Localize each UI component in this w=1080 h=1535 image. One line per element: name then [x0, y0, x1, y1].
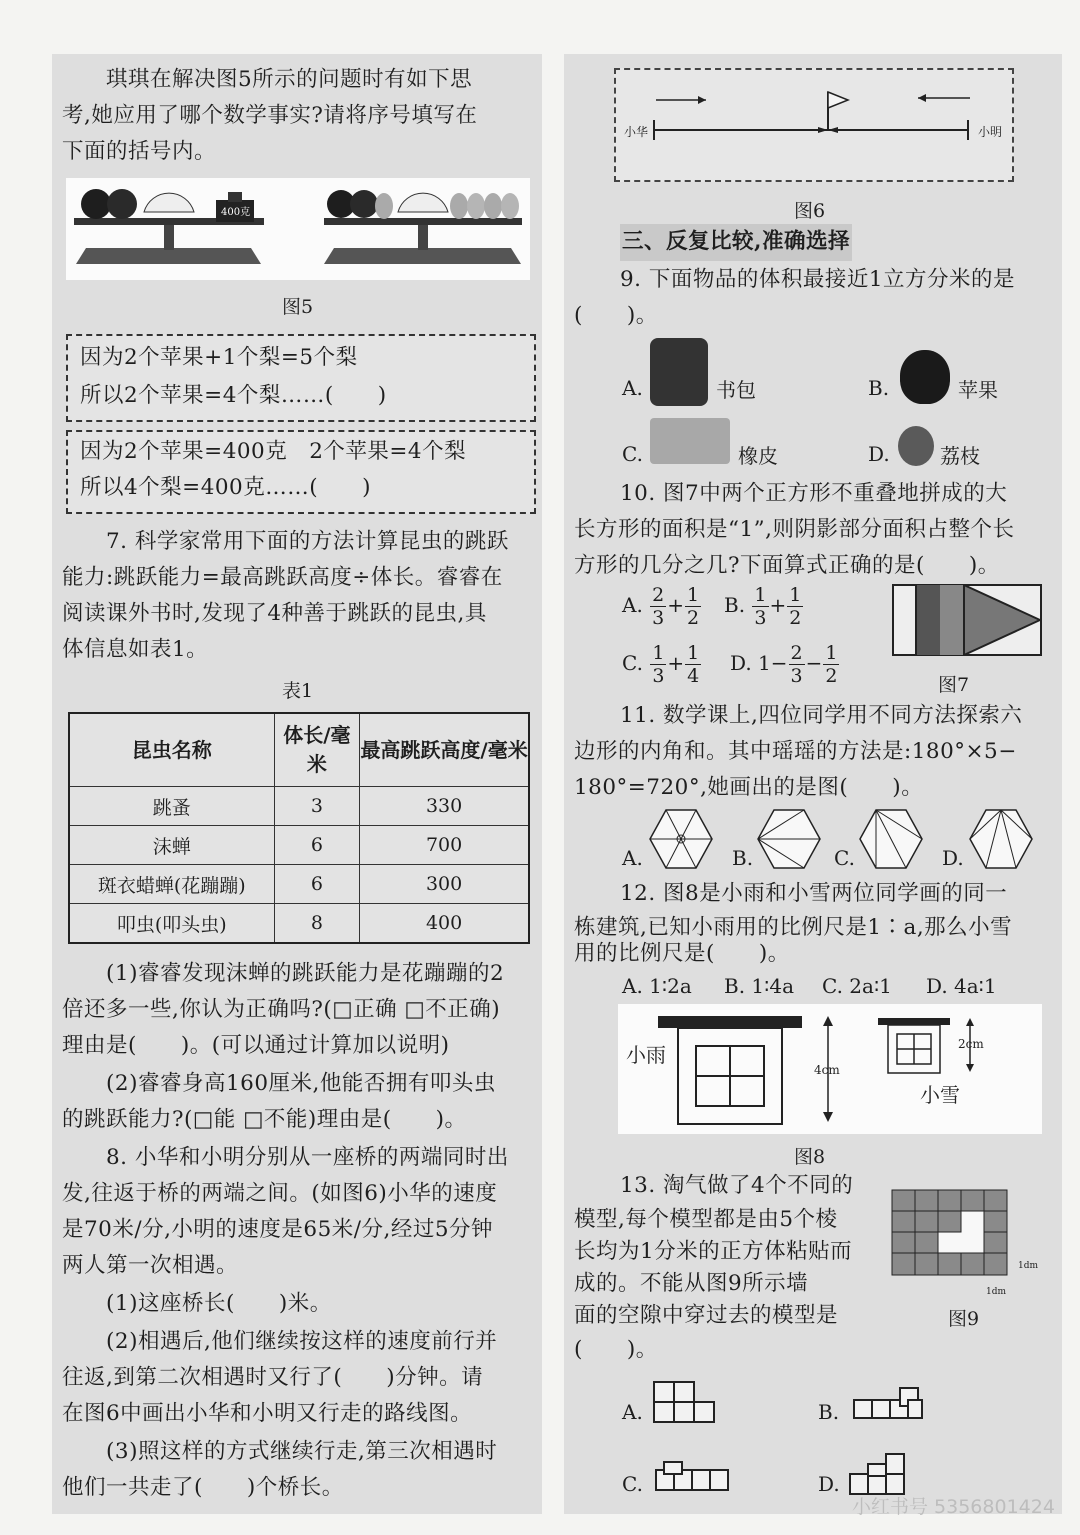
- box1-line-2: 所以2个苹果=4个梨……( ): [80, 383, 387, 408]
- q8-line-10: 他们一共走了( )个桥长。: [62, 1475, 344, 1500]
- figure-8-caption: 图8: [794, 1146, 826, 1168]
- box2-line-2: 所以4个梨=400克……( ): [80, 475, 372, 500]
- lychee-icon: [898, 426, 934, 466]
- cube-model-b-icon: [848, 1382, 928, 1426]
- figure-9-wall: [888, 1188, 1042, 1300]
- figure-5-caption: 图5: [282, 296, 314, 318]
- q11-line-1: 11. 数学课上,四位同学用不同方法探索六: [620, 703, 1023, 728]
- q12-option-a[interactable]: A. 1∶2a: [622, 974, 692, 998]
- section-title: 三、反复比较,准确选择: [620, 224, 852, 261]
- header-length: 体长/毫米: [274, 713, 360, 787]
- right-dim-label: 2cm: [958, 1037, 984, 1051]
- insect-table: [68, 712, 530, 944]
- xiaohua-label: 小华: [624, 125, 649, 139]
- q9-option-b-letter[interactable]: B.: [868, 376, 890, 400]
- q10-option-d[interactable]: D. 1− $\frac{2}{3}$ − $\frac{1}{2}$: [730, 642, 838, 687]
- q9-option-a-label: 书包: [716, 378, 756, 402]
- q12-line-3: 用的比例尺是( )。: [574, 941, 790, 966]
- hexagon-b-icon: [756, 808, 822, 870]
- backpack-icon: [650, 338, 708, 406]
- q11-line-3: 180°=720°,她画出的是图( )。: [574, 775, 924, 800]
- q13-line-1: 13. 淘气做了4个不同的: [620, 1173, 854, 1198]
- q8-line-2: 发,往返于桥的两端之间。(如图6)小华的速度: [62, 1181, 498, 1206]
- q13-option-a-letter[interactable]: A.: [622, 1400, 643, 1424]
- q10-line-2: 长方形的面积是“1”,则阴影部分面积占整个长: [574, 517, 1015, 542]
- q13-line-2: 模型,每个模型都是由5个棱: [574, 1207, 838, 1232]
- table-1-title: 表1: [282, 680, 314, 702]
- q13-line-6: ( )。: [574, 1337, 658, 1362]
- q8-line-7: 往返,到第二次相遇时又行了( )分钟。请: [62, 1365, 484, 1390]
- q10-option-b[interactable]: B. $\frac{1}{3}$ + $\frac{1}{2}$: [724, 584, 802, 629]
- cube-model-c-icon: [652, 1456, 736, 1498]
- q11-option-b-letter[interactable]: B.: [732, 846, 754, 870]
- q9-line-2: ( )。: [574, 303, 658, 328]
- intro-line-2: 考,她应用了哪个数学事实?请将序号填写在: [62, 103, 478, 128]
- hexagon-a-icon: [648, 808, 714, 870]
- q9-option-c-label: 橡皮: [738, 444, 778, 468]
- weight-label: 400克: [221, 207, 251, 218]
- q7-part-1-line-1: (1)睿睿发现沫蝉的跳跃能力是花蹦蹦的2: [106, 961, 505, 986]
- table-row: 沫蝉 6 700: [69, 826, 529, 865]
- q10-option-c[interactable]: C. $\frac{1}{3}$ + $\frac{1}{4}$: [622, 642, 700, 687]
- table-row: 叩虫(叩头虫) 8 400: [69, 904, 529, 944]
- q13-option-d-letter[interactable]: D.: [818, 1472, 840, 1496]
- q13-line-3: 长均为1分米的正方体粘贴而: [574, 1239, 853, 1264]
- q7-part-1-line-2: 倍还多一些,你认为正确吗?(□正确 □不正确): [62, 997, 501, 1022]
- q9-option-d-label: 荔枝: [940, 444, 980, 468]
- q11-option-a-letter[interactable]: A.: [622, 846, 643, 870]
- q12-option-d[interactable]: D. 4a∶1: [926, 974, 997, 998]
- q12-line-1: 12. 图8是小雨和小雪两位同学画的同一: [620, 881, 1008, 906]
- dim2-label: 1dm: [986, 1287, 1007, 1297]
- q8-line-6: (2)相遇后,他们继续按这样的速度前行并: [106, 1329, 498, 1354]
- q8-line-9: (3)照这样的方式继续行走,第三次相遇时: [106, 1439, 498, 1464]
- q9-option-a-letter[interactable]: A.: [622, 376, 643, 400]
- q7-line-3: 阅读课外书时,发现了4种善于跳跃的昆虫,具: [62, 601, 487, 626]
- q8-line-5: (1)这座桥长( )米。: [106, 1291, 332, 1316]
- figure-7-caption: 图7: [938, 674, 970, 696]
- box2-line-1: 因为2个苹果=400克 2个苹果=4个梨: [80, 439, 467, 464]
- table-row: 跳蚤 3 330: [69, 787, 529, 826]
- dim1-label: 1dm: [1018, 1261, 1039, 1271]
- q13-line-4: 成的。不能从图9所示墙: [574, 1271, 809, 1296]
- figure-6-caption: 图6: [794, 200, 826, 222]
- intro-line-3: 下面的括号内。: [62, 139, 217, 164]
- q8-line-4: 两人第一次相遇。: [62, 1253, 239, 1278]
- q7-line-2: 能力:跳跃能力=最高跳跃高度÷体长。睿睿在: [62, 565, 503, 590]
- q7-part-1-line-3: 理由是( )。(可以通过计算加以说明): [62, 1033, 450, 1058]
- q8-line-1: 8. 小华和小明分别从一座桥的两端同时出: [106, 1145, 509, 1170]
- figure-8-buildings: [618, 1004, 1042, 1134]
- table-row: 斑衣蜡蝉(花蹦蹦) 6 300: [69, 865, 529, 904]
- q10-option-a[interactable]: A. $\frac{2}{3}$ + $\frac{1}{2}$: [622, 584, 700, 629]
- xiaoxue-label: 小雪: [920, 1083, 960, 1107]
- intro-line-1: 琪琪在解决图5所示的问题时有如下思: [106, 67, 473, 92]
- hexagon-c-icon: [858, 808, 924, 870]
- table-header-row: [69, 713, 529, 787]
- header-name: 昆虫名称: [69, 713, 274, 787]
- xiaoyu-label: 小雨: [626, 1043, 666, 1067]
- balance-left: [74, 189, 264, 264]
- q9-option-c-letter[interactable]: C.: [622, 442, 643, 466]
- q11-line-2: 边形的内角和。其中瑶瑶的方法是:180°×5−: [574, 739, 1017, 764]
- cube-model-a-icon: [650, 1372, 720, 1428]
- q9-option-b-label: 苹果: [958, 378, 998, 402]
- q7-part-2-line-1: (2)睿睿身高160厘米,他能否拥有叩头虫: [106, 1071, 496, 1096]
- balance-right: [324, 190, 522, 264]
- figure-6-bridge: [614, 68, 1014, 182]
- figure-7-squares: [892, 584, 1042, 656]
- q12-option-c[interactable]: C. 2a∶1: [822, 974, 892, 998]
- box1-line-1: 因为2个苹果+1个梨=5个梨: [80, 345, 358, 370]
- q13-line-5: 面的空隙中穿过去的模型是: [574, 1303, 839, 1328]
- eraser-icon: [650, 418, 730, 464]
- q13-option-c-letter[interactable]: C.: [622, 1472, 643, 1496]
- apple-icon: [900, 350, 950, 404]
- q10-line-1: 10. 图7中两个正方形不重叠地拼成的大: [620, 481, 1008, 506]
- q9-line-1: 9. 下面物品的体积最接近1立方分米的是: [620, 267, 1016, 292]
- watermark: 小红书号 5356801424: [852, 1496, 1055, 1518]
- q7-line-4: 体信息如表1。: [62, 637, 209, 662]
- q12-line-2: 栋建筑,已知小雨用的比例尺是1∶a,那么小雪: [574, 915, 1013, 940]
- header-jump: 最高跳跃高度/毫米: [360, 713, 529, 787]
- figure-5-scales: [66, 178, 530, 280]
- xiaoming-label: 小明: [978, 125, 1003, 139]
- q11-option-d-letter[interactable]: D.: [942, 846, 964, 870]
- q8-line-3: 是70米/分,小明的速度是65米/分,经过5分钟: [62, 1217, 494, 1242]
- hexagon-d-icon: [968, 808, 1034, 870]
- left-dim-label: 4cm: [814, 1063, 840, 1077]
- figure-9-caption: 图9: [948, 1308, 980, 1330]
- q10-line-3: 方形的几分之几?下面算式正确的是( )。: [574, 553, 1000, 578]
- q8-line-8: 在图6中画出小华和小明又行走的路线图。: [62, 1401, 473, 1426]
- q12-option-b[interactable]: B. 1∶4a: [724, 974, 794, 998]
- q13-option-b-letter[interactable]: B.: [818, 1400, 840, 1424]
- q11-option-c-letter[interactable]: C.: [834, 846, 855, 870]
- q9-option-d-letter[interactable]: D.: [868, 442, 890, 466]
- q7-line-1: 7. 科学家常用下面的方法计算昆虫的跳跃: [106, 529, 509, 554]
- q7-part-2-line-2: 的跳跃能力?(□能 □不能)理由是( )。: [62, 1107, 467, 1132]
